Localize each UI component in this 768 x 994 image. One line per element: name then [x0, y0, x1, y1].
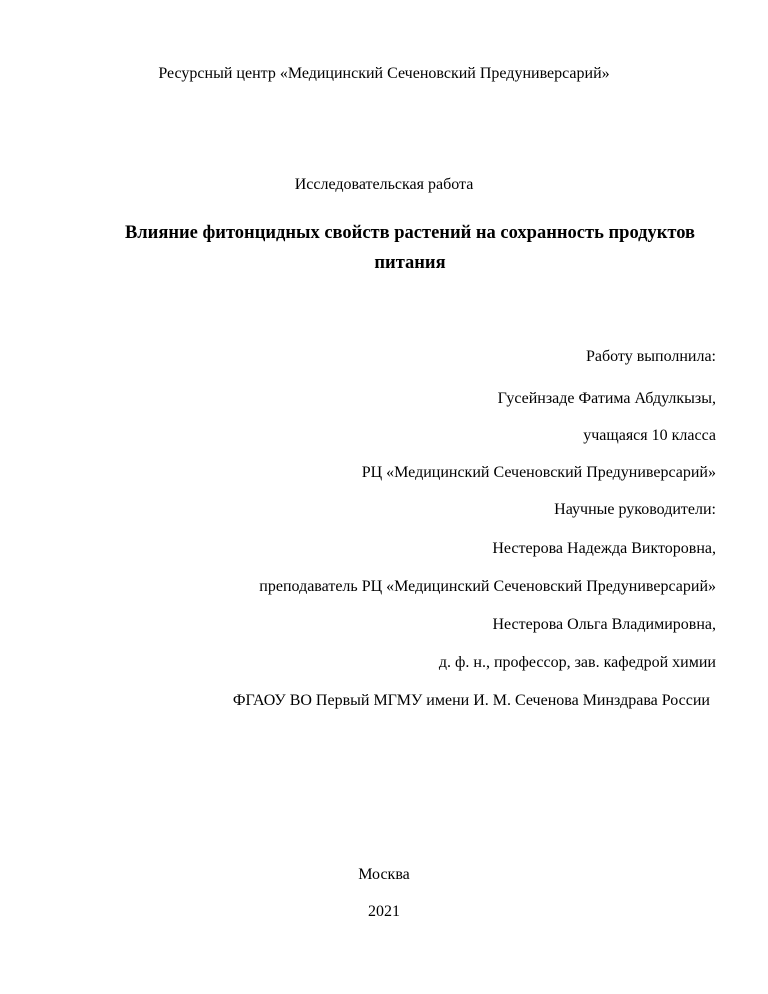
- document-title-line2: питания: [374, 253, 446, 273]
- author-name: Гусейнзаде Фатима Абдулкызы,: [497, 390, 716, 407]
- performed-by-label: Работу выполнила:: [585, 348, 716, 365]
- supervisor1-position: преподаватель РЦ «Медицинский Сеченовский Предуниверсарий»: [259, 578, 716, 595]
- author-organization: РЦ «Медицинский Сеченовский Предуниверсарий»: [361, 464, 716, 481]
- city: Москва: [358, 866, 410, 883]
- institution-header: Ресурсный центр «Медицинский Сеченовский Предуниверсарий»: [158, 65, 610, 82]
- supervisor2-name: Нестерова Ольга Владимировна,: [492, 616, 716, 633]
- supervisor2-organization: ФГАОУ ВО Первый МГМУ имени И. М. Сеченова Минздрава России: [232, 692, 710, 709]
- supervisor2-position: д. ф. н., профессор, зав. кафедрой химии: [438, 654, 716, 671]
- supervisor1-name: Нестерова Надежда Викторовна,: [492, 540, 716, 557]
- document-type-label: Исследовательская работа: [294, 176, 474, 193]
- supervisors-label: Научные руководители:: [554, 501, 716, 518]
- document-title: [70, 218, 750, 278]
- document-title-line1: Влияние фитонцидных свойств растений на сохранность продуктов: [124, 223, 696, 243]
- year: 2021: [368, 903, 400, 920]
- author-grade: учащаяся 10 класса: [583, 427, 716, 444]
